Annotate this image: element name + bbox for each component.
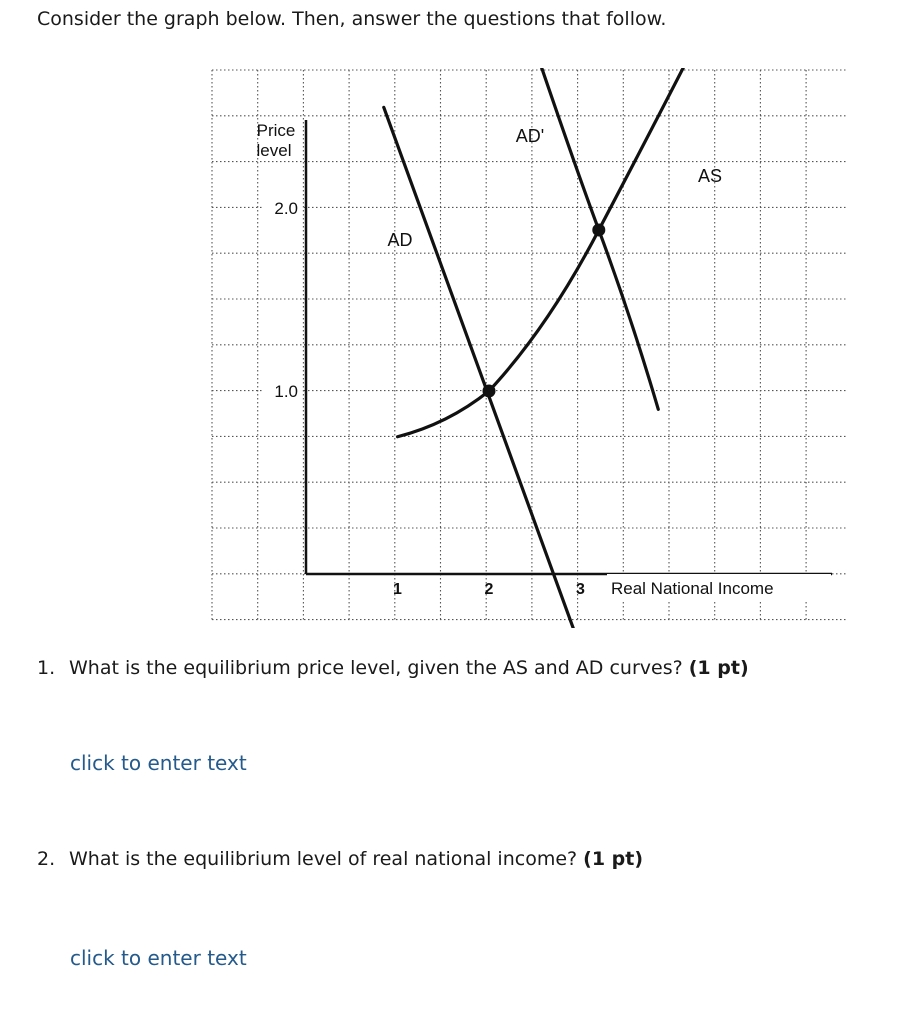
y-tick-label: 2.0 (274, 199, 298, 218)
y-tick-label: 1.0 (274, 382, 298, 401)
equilibrium-point (592, 223, 605, 236)
answer-1-input[interactable]: click to enter text (70, 751, 247, 775)
y-axis-label-line2: level (256, 141, 292, 160)
x-tick-label: 1 (393, 581, 402, 598)
ad-prime-curve (498, 68, 658, 409)
question-2-text: What is the equilibrium level of real national income? (69, 848, 578, 870)
x-axis-label: Real National Income (611, 579, 774, 598)
x-tick-label: 3 (576, 581, 585, 598)
question-2-number: 2. (37, 848, 56, 870)
ad-as-chart (210, 68, 850, 628)
question-2 (37, 848, 643, 870)
ad-prime-label: AD' (515, 126, 545, 146)
x-tick-label: 2 (484, 581, 494, 598)
instructions-text: Consider the graph below. Then, answer the questions that follow. (37, 8, 667, 30)
question-2-points: (1 pt) (583, 848, 644, 870)
question-1-text: What is the equilibrium price level, given the AS and AD curves? (69, 657, 683, 679)
answer-2-input[interactable]: click to enter text (70, 946, 247, 970)
as-label: AS (697, 166, 723, 186)
chart-grid (212, 70, 850, 620)
ad-label: AD (387, 230, 413, 250)
equilibrium-point (483, 385, 496, 398)
question-1-points: (1 pt) (688, 657, 749, 679)
question-1 (37, 657, 749, 679)
ad-curve (384, 107, 599, 628)
question-1-number: 1. (37, 657, 56, 679)
y-axis-label-line1: Price (256, 121, 296, 140)
